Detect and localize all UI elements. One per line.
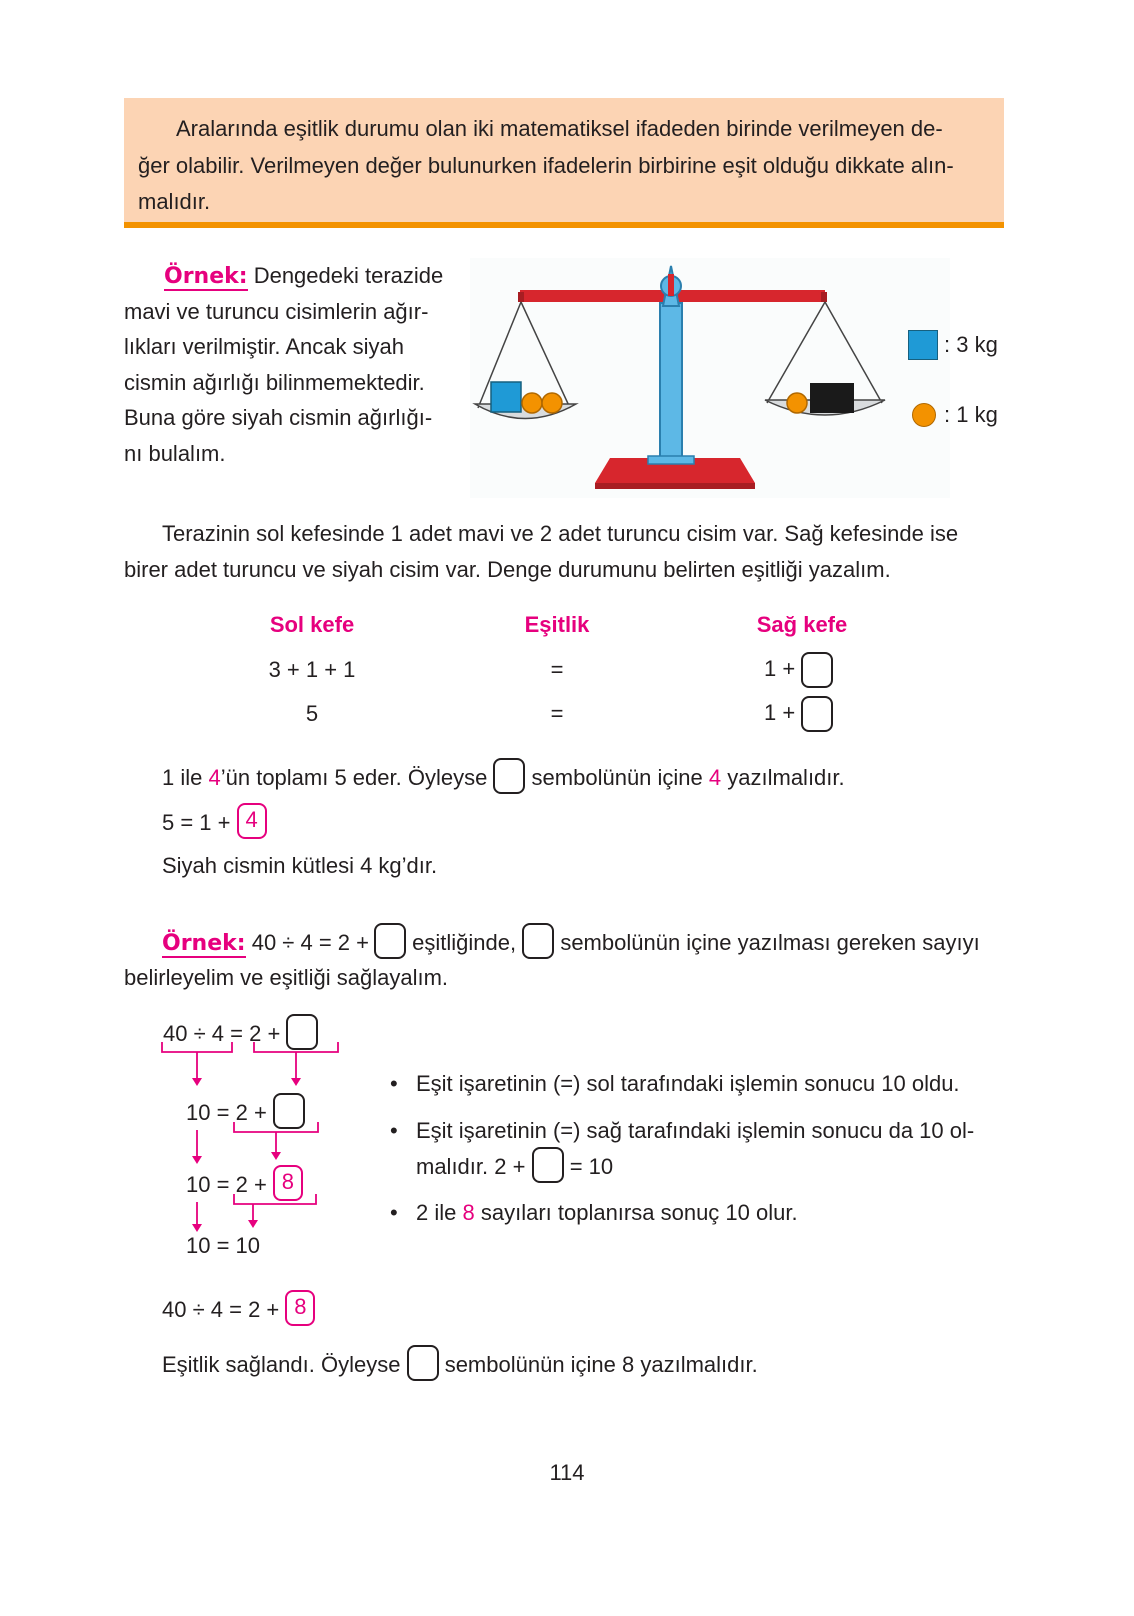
table-cell: = <box>550 657 564 682</box>
text: 2 + <box>235 1100 267 1125</box>
highlight-number: 8 <box>462 1200 475 1225</box>
bullet-icon: • <box>390 1071 398 1096</box>
text: 40 ÷ 4 = 2 + <box>251 930 369 955</box>
text: 10 <box>186 1172 211 1197</box>
table-cell: 3 + 1 + 1 <box>268 657 356 682</box>
black-object <box>810 383 854 413</box>
highlight-number: 4 <box>708 765 722 790</box>
solution-equation <box>162 805 267 842</box>
empty-box <box>493 758 525 794</box>
text: 1 ile <box>162 765 209 790</box>
example1-line: lıkları verilmiştir. Ancak siyah <box>124 334 404 359</box>
text: sembolünün içine yazılması gereken sayıyı <box>560 930 980 955</box>
table-cell-text: 1 + <box>764 700 796 725</box>
scale-pole <box>660 303 682 463</box>
empty-box <box>801 652 833 688</box>
text: yazılmalıdır. <box>721 765 845 790</box>
legend-blue-square-icon <box>908 330 938 360</box>
example1-line: nı bulalım. <box>124 440 226 466</box>
page-number: 114 <box>549 1460 585 1485</box>
empty-box <box>801 696 833 732</box>
example1-line: Dengedeki terazide <box>253 263 444 288</box>
solution-sentence <box>162 760 845 797</box>
example-label: Örnek: <box>162 931 246 956</box>
text: sembolünün içine 8 yazılmalıdır. <box>444 1352 758 1377</box>
info-line: ğer olabilir. Verilmeyen değer bulunurken ifadelerin birbirine eşit olduğu dikkate alın- <box>138 152 954 178</box>
text: 2 + <box>249 1021 281 1046</box>
bullet-icon: • <box>390 1118 398 1143</box>
bullet-icon: • <box>390 1200 398 1225</box>
example2-line: belirleyelim ve eşitliği sağlayalım. <box>124 965 449 990</box>
paragraph <box>124 516 1004 588</box>
example2-line <box>162 925 980 962</box>
bullet-item <box>390 1195 798 1231</box>
table-cell-text: 1 + <box>764 656 796 681</box>
orange-ball <box>542 393 562 413</box>
text: ’ün toplamı 5 eder. Öyleyse <box>220 765 494 790</box>
text: 2 + <box>235 1172 267 1197</box>
answer-box: 8 <box>285 1290 315 1326</box>
conclusion: Siyah cismin kütlesi 4 kg’dır. <box>162 853 438 878</box>
paragraph-line: birer adet turuncu ve siyah cisim var. Denge durumunu belirten eşitliği yazalım. <box>124 557 891 582</box>
legend-orange-circle-icon <box>912 403 936 427</box>
text: 10 <box>186 1100 211 1125</box>
text: = <box>230 1021 243 1046</box>
bullet-item <box>390 1066 960 1102</box>
final-equation <box>162 1292 315 1329</box>
text: Eşitlik sağlandı. Öyleyse <box>162 1352 401 1377</box>
text: = <box>216 1172 230 1197</box>
highlight-number: 4 <box>208 765 221 790</box>
table-cell <box>764 652 833 688</box>
text: 40 ÷ 4 <box>163 1021 225 1046</box>
equation-text: 40 ÷ 4 = 2 + <box>162 1297 280 1322</box>
table-cell: 5 <box>305 701 319 726</box>
example1-line: cismin ağırlığı bilinmemektedir. <box>124 369 425 395</box>
info-line: malıdır. <box>138 189 211 214</box>
answer-box: 8 <box>273 1165 303 1201</box>
bullet-continuation <box>416 1149 613 1186</box>
legend-orange-text: : 1 kg <box>944 402 998 427</box>
table-header-right: Sağ kefe <box>756 612 848 637</box>
orange-ball <box>522 393 542 413</box>
answer-box: 4 <box>237 803 267 839</box>
example1-line: Buna göre siyah cismin ağırlığı- <box>124 405 433 430</box>
empty-box <box>374 923 406 959</box>
text: Eşit işaretinin (=) sağ tarafındaki işlemin sonucu da 10 ol- <box>416 1118 975 1143</box>
info-line: Aralarında eşitlik durumu olan iki matematiksel ifadeden birinde verilmeyen de- <box>176 116 943 141</box>
text: 2 ile <box>416 1200 463 1225</box>
paragraph-line: Terazinin sol kefesinde 1 adet mavi ve 2 adet turuncu cisim var. Sağ kefesinde ise <box>162 521 959 546</box>
empty-box <box>407 1345 439 1381</box>
equation-text: 5 = 1 + <box>162 810 231 835</box>
table-header-left: Sol kefe <box>269 612 355 637</box>
example1-line: mavi ve turuncu cisimlerin ağır- <box>124 298 429 324</box>
table-cell: = <box>550 701 564 726</box>
example1-text <box>124 258 450 471</box>
orange-ball <box>787 393 807 413</box>
text: eşitliğinde, <box>412 930 517 955</box>
table-cell <box>764 696 833 732</box>
step-4: 10 = 10 <box>186 1233 261 1258</box>
text: malıdır. 2 + <box>416 1154 526 1179</box>
text: sembolünün içine <box>525 765 709 790</box>
text: Eşit işaretinin (=) sol tarafındaki işlemin sonucu 10 oldu. <box>416 1071 960 1096</box>
text: sayıları toplanırsa sonuç 10 olur. <box>474 1200 798 1225</box>
balance-scale-illustration <box>470 258 950 498</box>
info-box <box>124 98 1004 228</box>
bullet-item <box>390 1113 974 1149</box>
legend-blue-text: : 3 kg <box>944 332 998 357</box>
empty-box <box>532 1147 564 1183</box>
final-sentence <box>162 1347 758 1384</box>
text: = 10 <box>569 1154 614 1179</box>
empty-box <box>522 923 554 959</box>
step-arrows <box>150 1030 350 1240</box>
table-header-mid: Eşitlik <box>524 612 590 637</box>
text: = <box>216 1100 230 1125</box>
blue-cube <box>491 382 521 412</box>
example-label: Örnek: <box>164 264 248 289</box>
